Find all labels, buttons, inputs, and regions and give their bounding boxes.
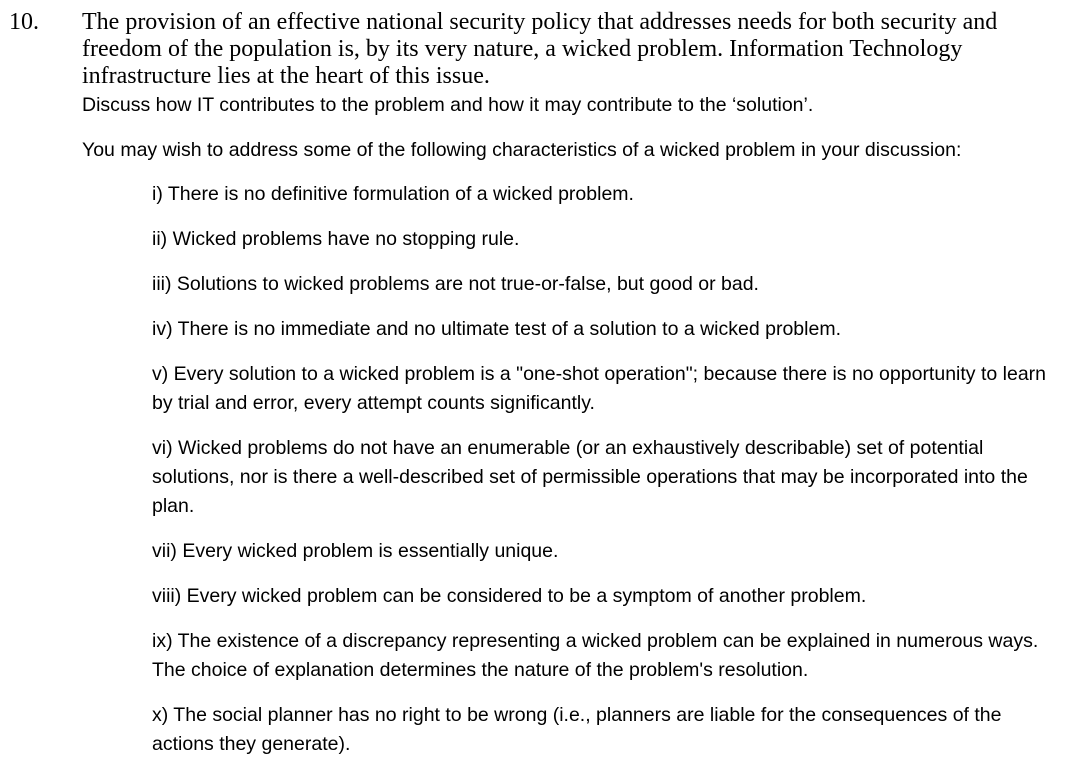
- list-item: v) Every solution to a wicked problem is a "one-shot operation"; because there is no opportunity to learn by trial and error, every attempt counts significantly.: [152, 363, 1047, 414]
- list-item: iii) Solutions to wicked problems are not true-or-false, but good or bad.: [152, 273, 759, 295]
- list-item: ix) The existence of a discrepancy representing a wicked problem can be explained in numerous ways. The choice of explanation determines the nature of the problem's resolution.: [152, 630, 1039, 681]
- question-prompt: You may wish to address some of the following characteristics of a wicked problem in your discussion:: [82, 139, 962, 161]
- question-number: 10.: [9, 9, 39, 35]
- list-item: i) There is no definitive formulation of a wicked problem.: [152, 183, 634, 205]
- question-task: Discuss how IT contributes to the problem and how it may contribute to the ‘solution’.: [82, 94, 814, 116]
- list-item: viii) Every wicked problem can be considered to be a symptom of another problem.: [152, 585, 867, 607]
- wicked-problem-characteristics-list: [152, 180, 1052, 775]
- list-item: iv) There is no immediate and no ultimate test of a solution to a wicked problem.: [152, 318, 841, 340]
- question-stem: The provision of an effective national security policy that addresses needs for both security and freedom of the population is, by its very nature, a wicked problem. Information Technology infrastructure lies at the heart of this issue.: [82, 9, 998, 89]
- list-item: ii) Wicked problems have no stopping rule.: [152, 228, 520, 250]
- list-item: vi) Wicked problems do not have an enumerable (or an exhaustively describable) set of potential solutions, nor is there a well-described set of permissible operations that may be incorporated into the plan.: [152, 437, 1028, 517]
- list-item: vii) Every wicked problem is essentially unique.: [152, 540, 559, 562]
- list-item: x) The social planner has no right to be wrong (i.e., planners are liable for the consequences of the actions they generate).: [152, 704, 1002, 755]
